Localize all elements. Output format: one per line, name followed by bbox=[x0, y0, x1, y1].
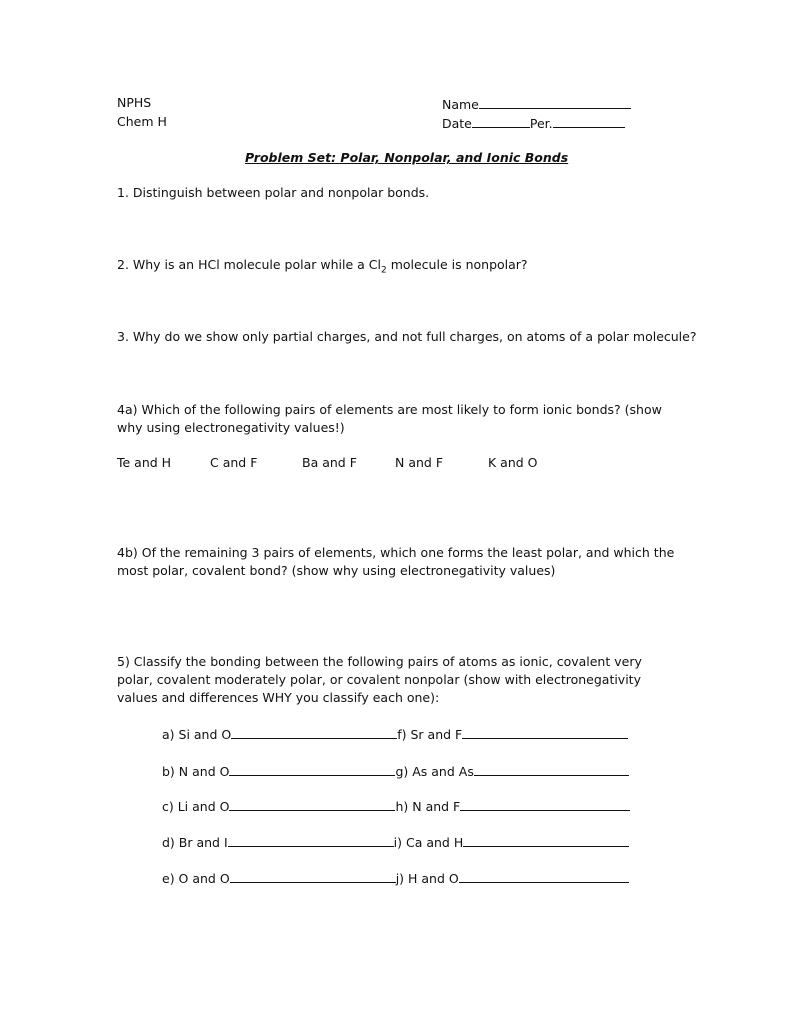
classify-row bbox=[162, 869, 629, 887]
answer-blank[interactable] bbox=[228, 833, 394, 847]
element-pair: Te and H bbox=[117, 455, 172, 470]
classify-row bbox=[162, 797, 630, 815]
answer-blank[interactable] bbox=[463, 833, 629, 847]
question-2-subscript: 2 bbox=[380, 265, 387, 276]
school-name: NPHS bbox=[117, 95, 152, 110]
pair-label: e) O and O bbox=[162, 871, 230, 886]
period-label: Per. bbox=[529, 116, 553, 131]
name-field bbox=[442, 95, 631, 113]
question-4b: 4b) Of the remaining 3 pairs of elements, which one forms the least polar, and which the most polar, covalent bond? (show why using electronegativity values) bbox=[117, 545, 675, 578]
pair-label: g) As and As bbox=[395, 764, 474, 779]
pair-label: h) N and F bbox=[395, 799, 461, 814]
element-pair: C and F bbox=[210, 455, 258, 470]
classify-row bbox=[162, 725, 628, 743]
answer-blank[interactable] bbox=[460, 797, 630, 811]
answer-blank[interactable] bbox=[229, 797, 395, 811]
answer-blank[interactable] bbox=[474, 762, 629, 776]
period-blank[interactable] bbox=[553, 114, 625, 128]
pair-label: b) N and O bbox=[162, 764, 230, 779]
question-4a: 4a) Which of the following pairs of elements are most likely to form ionic bonds? (show why using electronegativity values!) bbox=[117, 402, 662, 435]
question-1: 1. Distinguish between polar and nonpolar bonds. bbox=[117, 185, 430, 200]
date-label: Date bbox=[442, 116, 472, 131]
answer-blank[interactable] bbox=[229, 762, 395, 776]
question-2-text: 2. Why is an HCl molecule polar while a Cl bbox=[117, 257, 381, 272]
answer-blank[interactable] bbox=[231, 725, 397, 739]
date-period-field bbox=[442, 114, 625, 132]
name-blank[interactable] bbox=[479, 95, 631, 109]
pair-label: i) Ca and H bbox=[393, 835, 464, 850]
date-blank[interactable] bbox=[472, 114, 530, 128]
name-label: Name bbox=[442, 97, 479, 112]
page-title: Problem Set: Polar, Nonpolar, and Ionic Bonds bbox=[245, 150, 569, 165]
classify-row bbox=[162, 762, 629, 780]
question-2 bbox=[117, 257, 528, 276]
pair-label: a) Si and O bbox=[162, 727, 232, 742]
question-3: 3. Why do we show only partial charges, and not full charges, on atoms of a polar molecule? bbox=[117, 329, 697, 344]
element-pair: Ba and F bbox=[302, 455, 357, 470]
element-pair: N and F bbox=[395, 455, 444, 470]
pair-label: c) Li and O bbox=[162, 799, 230, 814]
pair-label: d) Br and I bbox=[162, 835, 228, 850]
classify-row bbox=[162, 833, 629, 851]
course-name: Chem H bbox=[117, 114, 167, 129]
answer-blank[interactable] bbox=[230, 869, 396, 883]
answer-blank[interactable] bbox=[459, 869, 629, 883]
question-5: 5) Classify the bonding between the following pairs of atoms as ionic, covalent very polar, covalent moderately polar, or covalent nonpolar (show with electronegativity values and differences WHY you classify each one): bbox=[117, 654, 642, 705]
element-pair: K and O bbox=[488, 455, 538, 470]
pair-label: j) H and O bbox=[395, 871, 459, 886]
pair-label: f) Sr and F bbox=[397, 727, 463, 742]
answer-blank[interactable] bbox=[462, 725, 628, 739]
question-2-text-end: molecule is nonpolar? bbox=[386, 257, 528, 272]
